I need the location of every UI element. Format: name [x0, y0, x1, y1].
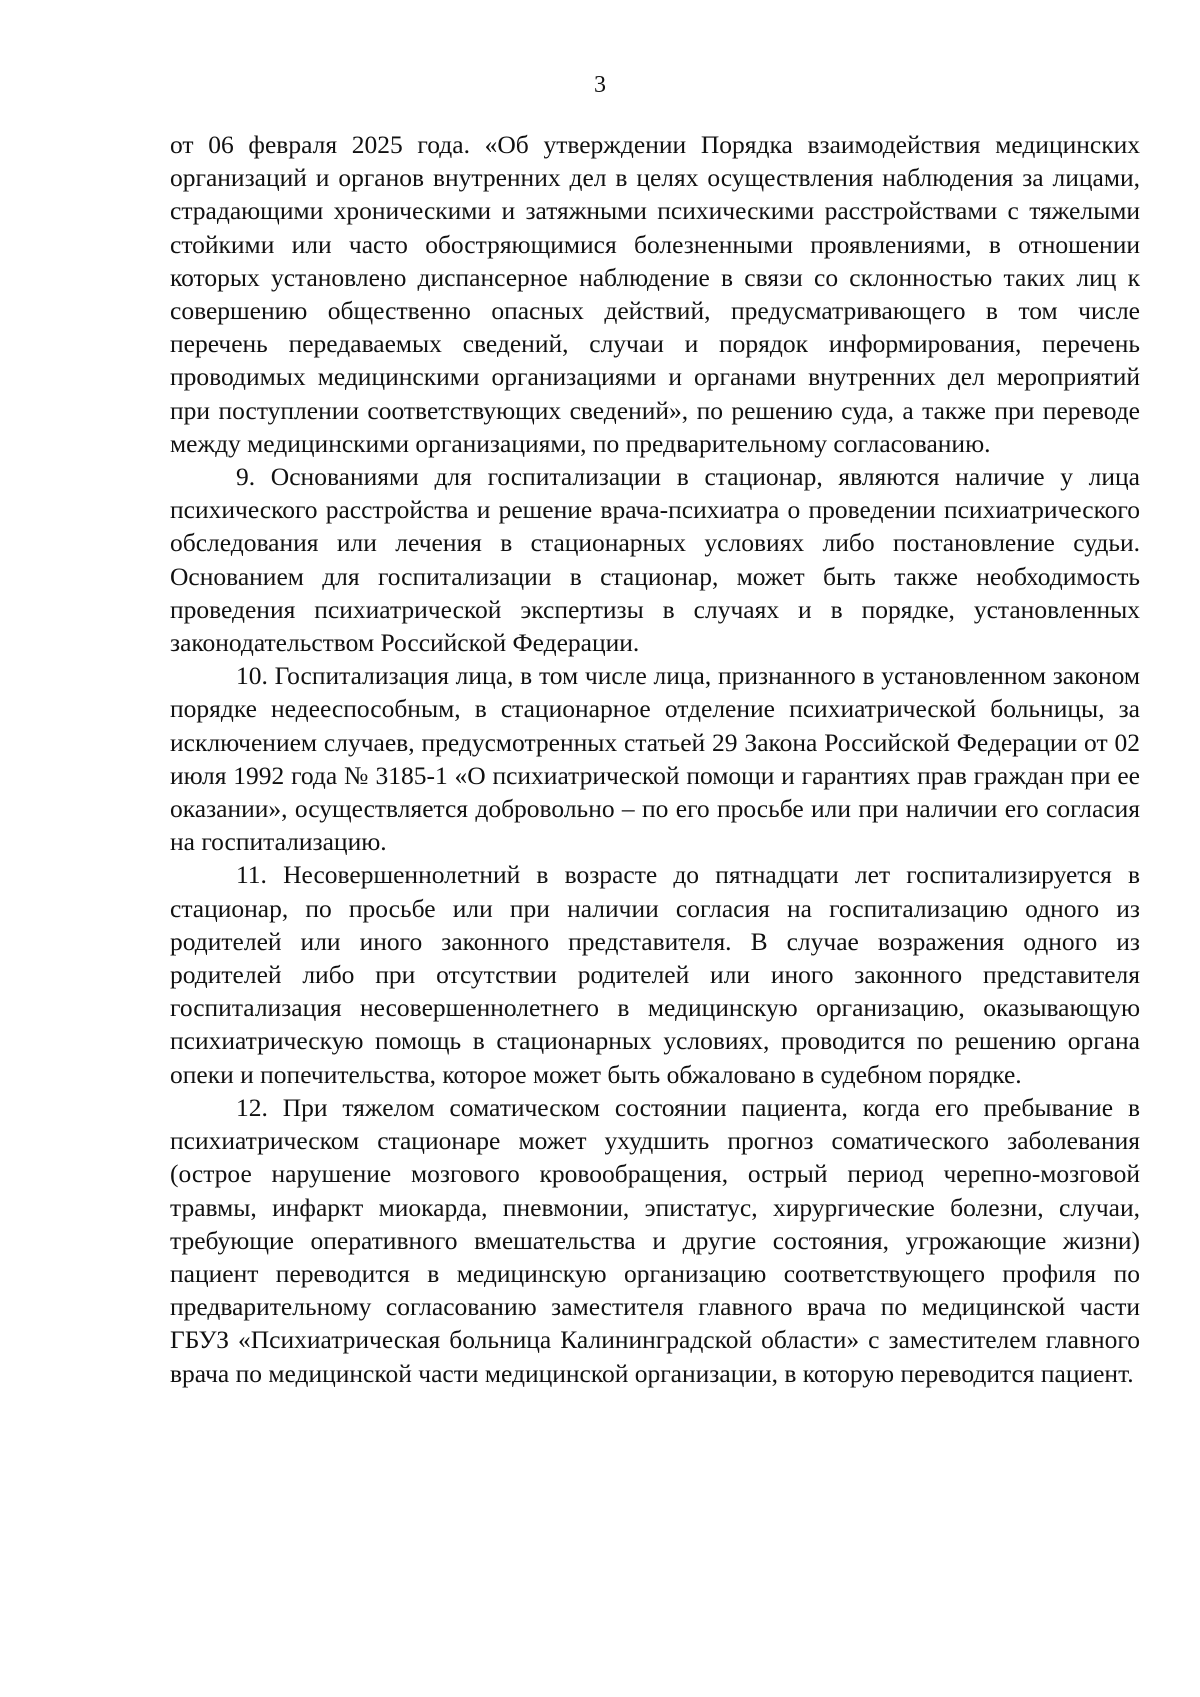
- page-number: 3: [594, 72, 606, 98]
- paragraph-11: 11. Несовершеннолетний в возрасте до пятнадцати лет госпитализируется в стационар, по просьбе или при наличии согласия на госпитализацию одного из родителей или иного законного представителя. В случае возражения одного из родителей либо при отсутствии родителей или иного законного представителя госпитализация несовершеннолетнего в медицинскую организацию, оказывающую психиатрическую помощь в стационарных условиях, проводится по решению органа опеки и попечительства, которое может быть обжаловано в судебном порядке.: [170, 860, 1140, 1089]
- paragraph-continuation: от 06 февраля 2025 года. «Об утверждении Порядка взаимодействия медицинских организаций и органов внутренних дел в целях осуществления наблюдения за лицами, страдающими хроническими и затяжными психическими расстройствами с тяжелыми стойкими или часто обостряющимися болезненными проявлениями, в отношении которых установлено диспансерное наблюдение в связи со склонностью таких лиц к совершению общественно опасных действий, предусматривающего в том числе перечень передаваемых сведений, случаи и порядок информирования, перечень проводимых медицинскими организациями и органами внутренних дел мероприятий при поступлении соответствующих сведений», по решению суда, а также при переводе между медицинскими организациями, по предварительному согласованию.: [170, 130, 1140, 458]
- document-body: [170, 128, 1140, 1390]
- paragraph-9: 9. Основаниями для госпитализации в стационар, являются наличие у лица психического расстройства и решение врача-психиатра о проведении психиатрического обследования или лечения в стационарных условиях либо постановление судьи. Основанием для госпитализации в стационар, может быть также необходимость проведения психиатрической экспертизы в случаях и в порядке, установленных законодательством Российской Федерации.: [170, 462, 1140, 658]
- paragraph-12: 12. При тяжелом соматическом состоянии пациента, когда его пребывание в психиатрическом стационаре может ухудшить прогноз соматического заболевания (острое нарушение мозгового кровообращения, острый период черепно-мозговой травмы, инфаркт миокарда, пневмонии, эпистатус, хирургические болезни, случаи, требующие оперативного вмешательства и другие состояния, угрожающие жизни) пациент переводится в медицинскую организацию соответствующего профиля по предварительному согласованию заместителя главного врача по медицинской части ГБУЗ «Психиатрическая больница Калининградской области» с заместителем главного врача по медицинской части медицинской организации, в которую переводится пациент.: [170, 1092, 1140, 1388]
- paragraph-10: 10. Госпитализация лица, в том числе лица, признанного в установленном законом порядке недееспособным, в стационарное отделение психиатрической больницы, за исключением случаев, предусмотренных статьей 29 Закона Российской Федерации от 02 июля 1992 года № 3185-1 «О психиатрической помощи и гарантиях прав граждан при ее оказании», осуществляется добровольно – по его просьбе или при наличии его согласия на госпитализацию.: [170, 661, 1140, 857]
